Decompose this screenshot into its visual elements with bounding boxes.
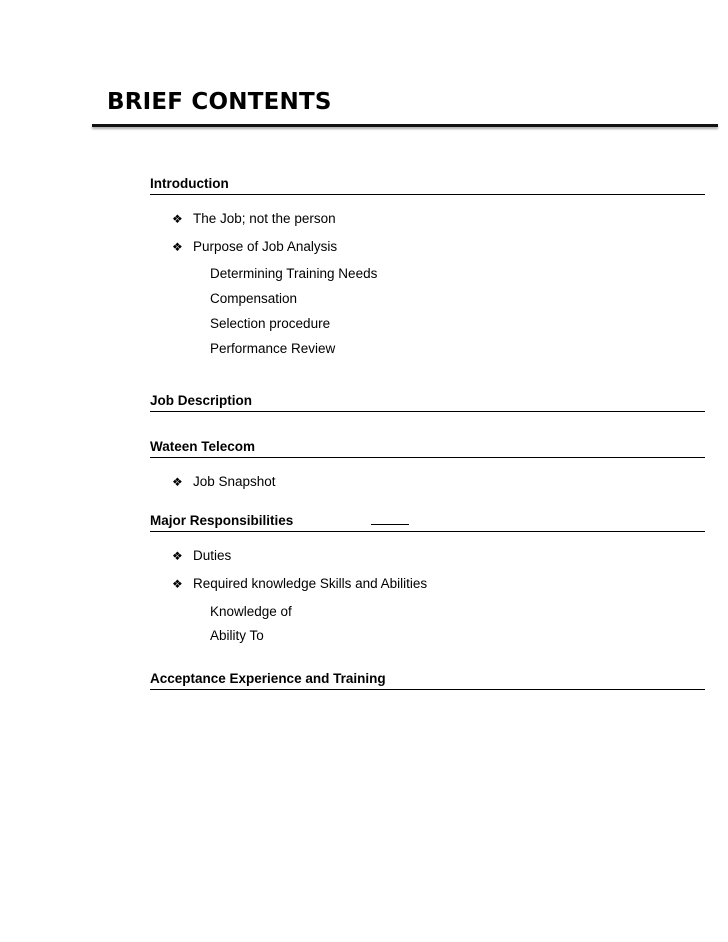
bullet-item	[172, 238, 337, 256]
section-heading-major-responsibilities	[150, 510, 705, 532]
bullet-label: Required knowledge Skills and Abilities	[193, 576, 428, 591]
section-heading-wateen-telecom	[150, 438, 705, 458]
sub-item: Knowledge of	[210, 604, 292, 619]
sub-item: Selection procedure	[210, 316, 331, 331]
bullet-label: Job Snapshot	[193, 474, 276, 489]
section-heading-label: Acceptance Experience and Training	[150, 671, 386, 686]
bullet-item	[172, 547, 231, 565]
page-title: BRIEF CONTENTS	[107, 89, 332, 115]
diamond-bullet-icon: ❖	[172, 475, 183, 489]
title-divider	[92, 124, 718, 127]
section-heading-job-description	[150, 392, 705, 412]
section-heading-label: Introduction	[150, 176, 229, 191]
sub-item: Performance Review	[210, 341, 336, 356]
section-heading-label: Wateen Telecom	[150, 439, 256, 454]
diamond-bullet-icon: ❖	[172, 240, 183, 254]
section-heading-introduction	[150, 175, 705, 195]
bullet-item	[172, 473, 276, 491]
bullet-label: The Job; not the person	[193, 211, 336, 226]
section-heading-acceptance	[150, 670, 705, 690]
bullet-label: Purpose of Job Analysis	[193, 239, 338, 254]
fill-in-blank	[371, 510, 409, 525]
bullet-item	[172, 210, 336, 228]
bullet-label: Duties	[193, 548, 232, 563]
section-heading-label: Major Responsibilities	[150, 513, 294, 528]
sub-item: Compensation	[210, 291, 298, 306]
section-heading-label: Job Description	[150, 393, 253, 408]
bullet-item	[172, 575, 427, 593]
diamond-bullet-icon: ❖	[172, 549, 183, 563]
sub-item: Determining Training Needs	[210, 266, 378, 281]
sub-item: Ability To	[210, 628, 264, 643]
diamond-bullet-icon: ❖	[172, 577, 183, 591]
diamond-bullet-icon: ❖	[172, 212, 183, 226]
